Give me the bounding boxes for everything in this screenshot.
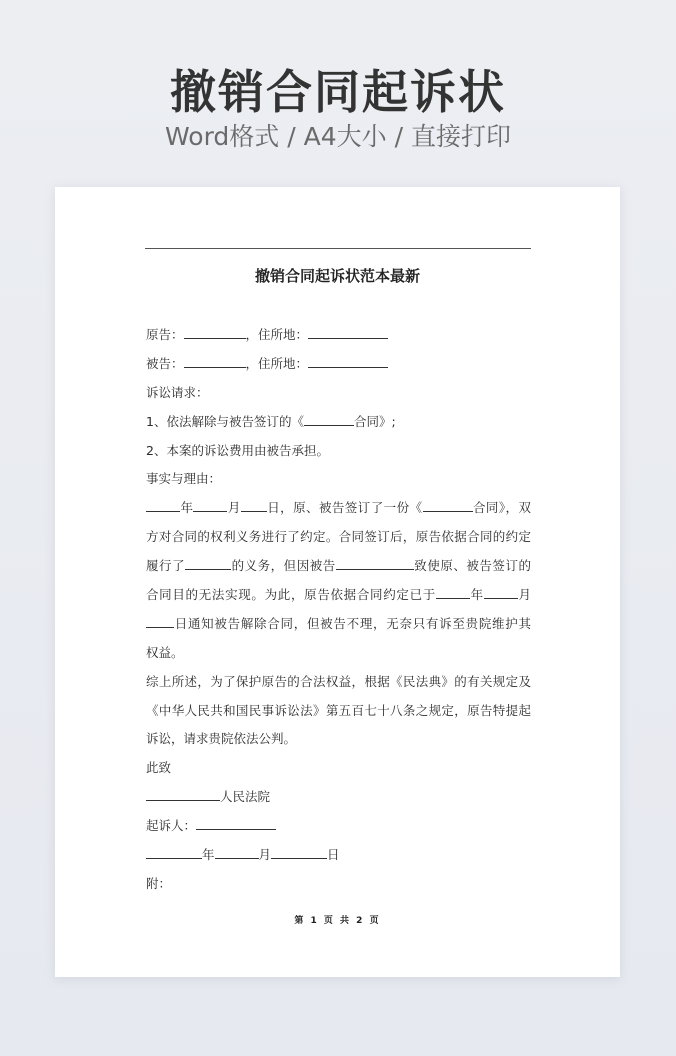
facts-line-1-text: 日，原、被告签订了一份《 bbox=[266, 500, 423, 516]
claim-1 bbox=[146, 408, 531, 437]
notice-year-blank[interactable] bbox=[436, 585, 470, 599]
plaintiff-address-label: ，住所地： bbox=[245, 327, 309, 342]
contract-name-blank-2[interactable] bbox=[423, 498, 473, 512]
facts-line-5-text: 日通知被告解除合同，但被告不理，无奈只有诉至贵院维护其 bbox=[174, 615, 531, 631]
plaintiff-label: 原告： bbox=[146, 327, 184, 342]
year-label: 年 bbox=[180, 500, 194, 516]
facts-line-6: 权益。 bbox=[146, 644, 184, 660]
defendant-reason-blank[interactable] bbox=[336, 556, 414, 570]
obligation-blank[interactable] bbox=[185, 556, 231, 570]
date-line bbox=[146, 841, 531, 870]
sign-day-blank[interactable] bbox=[241, 498, 267, 512]
date-year-label: 年 bbox=[202, 847, 215, 863]
signer-label: 起诉人： bbox=[146, 818, 197, 834]
facts-heading: 事实与理由： bbox=[146, 471, 222, 487]
facts-line-3-suffix: 致使原、被告签订的 bbox=[413, 558, 531, 574]
facts-line-2: 方对合同的权利义务进行了约定。合同签订后，原告依据合同的约定 bbox=[146, 529, 531, 545]
claim-2: 2、本案的诉讼费用由被告承担。 bbox=[146, 442, 329, 458]
date-month-blank[interactable] bbox=[215, 845, 259, 859]
date-day-label: 日 bbox=[327, 847, 340, 863]
court-suffix: 人民法院 bbox=[220, 789, 271, 805]
document-page bbox=[55, 187, 620, 977]
signer-blank[interactable] bbox=[196, 816, 276, 830]
defendant-line bbox=[146, 350, 531, 379]
sign-year-blank[interactable] bbox=[146, 498, 180, 512]
facts-line-4-text: 合同目的无法实现。为此，原告依据合同约定已于 bbox=[146, 587, 436, 603]
document-title: 撤销合同起诉状范本最新 bbox=[254, 267, 420, 285]
facts-line-1 bbox=[146, 494, 531, 523]
facts-line-4 bbox=[146, 581, 531, 610]
facts-line-3-mid: 的义务，但因被告 bbox=[231, 558, 336, 574]
hero-title: 撤销合同起诉状 bbox=[170, 65, 506, 119]
attachment-line: 附： bbox=[146, 875, 172, 891]
closing: 此致 bbox=[146, 760, 172, 776]
facts-line-3 bbox=[146, 552, 531, 581]
claim-1-suffix: 合同》; bbox=[353, 413, 396, 429]
document-body bbox=[146, 321, 531, 899]
conclusion-line-3: 诉讼，请求贵院依法公判。 bbox=[146, 731, 297, 747]
court-name-blank[interactable] bbox=[146, 787, 220, 801]
plaintiff-address-blank[interactable] bbox=[308, 325, 388, 339]
date-year-blank[interactable] bbox=[146, 845, 202, 859]
defendant-address-blank[interactable] bbox=[308, 354, 388, 368]
plaintiff-line bbox=[146, 321, 531, 350]
sign-month-blank[interactable] bbox=[193, 498, 227, 512]
plaintiff-name-blank[interactable] bbox=[184, 325, 246, 339]
contract-name-blank[interactable] bbox=[304, 412, 354, 426]
page-footer: 第 1 页 共 2 页 bbox=[294, 916, 381, 926]
facts-line-1-suffix: 合同》，双 bbox=[472, 500, 531, 516]
hero-subtitle: Word格式 / A4大小 / 直接打印 bbox=[165, 122, 511, 151]
defendant-name-blank[interactable] bbox=[184, 354, 246, 368]
date-day-blank[interactable] bbox=[271, 845, 327, 859]
conclusion-line-1: 综上所述，为了保护原告的合法权益，根据《民法典》的有关规定及 bbox=[146, 673, 531, 689]
claim-1-text: 1、依法解除与被告签订的《 bbox=[146, 413, 304, 429]
defendant-label: 被告： bbox=[146, 355, 184, 371]
facts-line-5 bbox=[146, 610, 531, 639]
claims-heading: 诉讼请求： bbox=[146, 384, 209, 400]
court-line bbox=[146, 783, 531, 812]
notice-day-blank[interactable] bbox=[146, 614, 174, 628]
conclusion-line-2: 《中华人民共和国民事诉讼法》第五百七十八条之规定，原告特提起 bbox=[146, 702, 531, 718]
signer-line bbox=[146, 812, 531, 841]
notice-month-label: 月 bbox=[517, 587, 531, 603]
notice-month-blank[interactable] bbox=[484, 585, 518, 599]
month-label: 月 bbox=[227, 500, 241, 516]
notice-year-label: 年 bbox=[469, 587, 484, 603]
header-rule bbox=[145, 248, 531, 249]
facts-line-3-prefix: 履行了 bbox=[146, 558, 186, 574]
date-month-label: 月 bbox=[258, 847, 272, 863]
defendant-address-label: ，住所地： bbox=[245, 355, 309, 371]
